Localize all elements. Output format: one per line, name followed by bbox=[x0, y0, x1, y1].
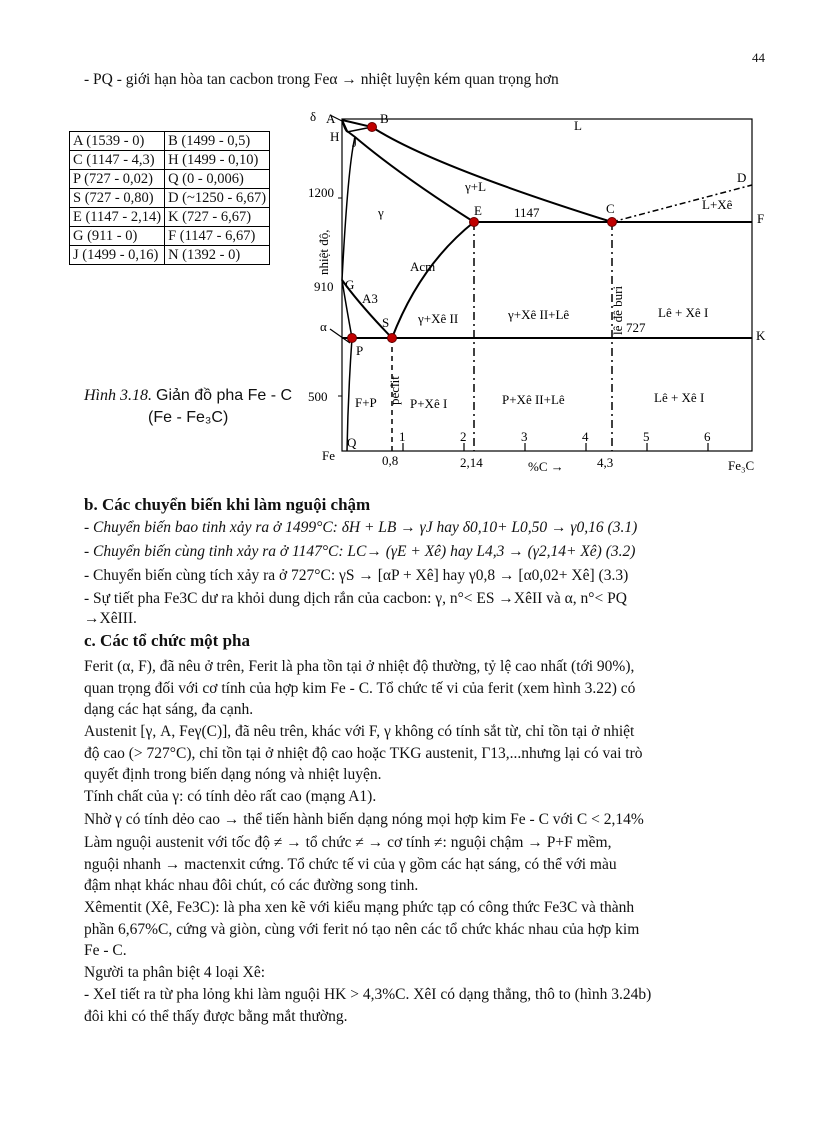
solidus-line bbox=[342, 120, 474, 222]
point-e bbox=[470, 218, 479, 227]
ytick-1200: 1200 bbox=[308, 185, 334, 200]
region-gamma-l: γ+L bbox=[465, 179, 487, 194]
table-row: P (727 - 0,02) Q (0 - 0,006) bbox=[70, 170, 270, 189]
region-f-p: F+P bbox=[355, 395, 377, 410]
section-b-line-4: - Sự tiết pha Fe3C dư ra khỏi dung dịch rắn của cacbon: γ, n°< ES →XêII và α, n°< PQ bbox=[84, 590, 627, 607]
label-08: 0,8 bbox=[382, 453, 399, 468]
label-b: B bbox=[380, 111, 389, 126]
y-axis-title: nhiệt độ, bbox=[316, 229, 331, 275]
table-row: S (727 - 0,80) D (~1250 - 6,67) bbox=[70, 189, 270, 208]
section-b-line-5: →XêIII. bbox=[84, 610, 137, 627]
x-axis-title: %C → bbox=[528, 459, 564, 474]
table-row: A (1539 - 0) B (1499 - 0,5) bbox=[70, 132, 270, 151]
region-gamma-xe2: γ+Xê II bbox=[418, 311, 459, 326]
section-c-line-10: nguội nhanh → mactenxit cứng. Tổ chức tế vi của γ gồm các hạt sáng, có thể với màu bbox=[84, 856, 617, 873]
section-b-line-3: - Chuyển biến cùng tích xảy ra ở 727°C: γS → [αP + Xê] hay γ0,8 → [α0,02+ Xê] (3.3) bbox=[84, 567, 629, 584]
region-p-xe2-le: P+Xê II+Lê bbox=[502, 392, 565, 407]
label-e: E bbox=[474, 203, 482, 218]
caption-line-1: Giản đồ pha Fe - C bbox=[156, 387, 293, 404]
xtick-2: 2 bbox=[460, 429, 467, 444]
point-b bbox=[368, 123, 377, 132]
point-s bbox=[388, 334, 397, 343]
xtick-1: 1 bbox=[399, 429, 406, 444]
label-a: A bbox=[326, 111, 336, 126]
points-table bbox=[69, 131, 270, 265]
figure-number: Hình 3.18. bbox=[84, 387, 152, 404]
table-row: J (1499 - 0,16) N (1392 - 0) bbox=[70, 246, 270, 265]
section-c-line-4: Austenit [γ, A, Feγ(C)], đã nêu trên, khác với F, γ không có tính sắt từ, chỉ tồn tại ở nhiệt bbox=[84, 723, 635, 740]
section-c-line-7: Tính chất của γ: có tính dẻo rất cao (mạng A1). bbox=[84, 788, 377, 805]
section-c-line-11: đậm nhạt khác nhau đôi chút, có các đường song tinh. bbox=[84, 877, 419, 894]
caption-line-2: (Fe - Fe₃C) bbox=[148, 409, 229, 426]
label-c: C bbox=[606, 201, 615, 216]
section-c-line-2: quan trọng đối với cơ tính của hợp kim Fe - C. Tổ chức tế vi của ferit (xem hình 3.22) có bbox=[84, 680, 636, 697]
section-c-line-13: phần 6,67%C, cứng và giòn, cùng với ferit nó tạo nên các tổ chức khác nhau của hợp kim bbox=[84, 921, 640, 938]
label-f: F bbox=[757, 211, 765, 226]
section-b-line-1: - Chuyển biến bao tinh xảy ra ở 1499°C: δH + LB → γJ hay δ0,10+ L0,50 → γ0,16 (3.1) bbox=[84, 519, 638, 536]
point-p bbox=[348, 334, 357, 343]
section-c-line-5: độ cao (> 727°C), chỉ tồn tại ở nhiệt độ cao hoặc TKG austenit, Γ13,...nhưng lại có vai trò bbox=[84, 745, 643, 762]
region-gamma-xe2-le: γ+Xê II+Lê bbox=[508, 307, 570, 322]
label-delta: δ bbox=[310, 109, 317, 124]
section-c-line-8: Nhờ γ có tính dẻo cao → thể tiến hành biến dạng nóng mọi hợp kim Fe - C với C < 2,14% bbox=[84, 811, 644, 828]
section-c-line-1: Ferit (α, F), đã nêu ở trên, Ferit là pha tồn tại ở nhiệt độ thường, tỷ lệ cao nhất (tới 90%), bbox=[84, 658, 635, 675]
section-c-line-16: - XeI tiết ra từ pha lỏng khi làm nguội HK > 4,3%C. XêI có dạng thẳng, thô to (hình 3.24b) bbox=[84, 986, 652, 1003]
label-peclit: peclit bbox=[387, 376, 402, 405]
point-c bbox=[608, 218, 617, 227]
fe-c-phase-diagram bbox=[300, 105, 770, 480]
section-c-line-12: Xêmentit (Xê, Fe3C): là pha xen kẽ với kiểu mạng phức tạp có công thức Fe3C và thành bbox=[84, 899, 635, 916]
region-gamma: γ bbox=[378, 205, 384, 220]
section-c-line-17: đôi khi có thể thấy được bằng mắt thường. bbox=[84, 1008, 348, 1025]
label-ledeburi: lê đê buri bbox=[610, 285, 625, 335]
table-row: E (1147 - 2,14) K (727 - 6,67) bbox=[70, 208, 270, 227]
xtick-5: 5 bbox=[643, 429, 650, 444]
region-le-xe1-top: Lê + Xê I bbox=[658, 305, 709, 320]
xtick-6: 6 bbox=[704, 429, 711, 444]
section-c-line-14: Fe - C. bbox=[84, 942, 127, 959]
label-g: G bbox=[345, 277, 355, 292]
label-j: J bbox=[352, 135, 358, 150]
xtick-4: 4 bbox=[582, 429, 589, 444]
label-fe3c: Fe₃C bbox=[728, 458, 755, 473]
label-s: S bbox=[382, 315, 390, 330]
section-c-line-9: Làm nguội austenit với tốc độ ≠ → tổ chức ≠ → cơ tính ≠: nguội chậm → P+F mềm, bbox=[84, 834, 612, 851]
region-l-xe: L+Xê bbox=[702, 197, 733, 212]
heading-section-b: b. Các chuyển biến khi làm nguội chậm bbox=[84, 495, 371, 514]
ytick-500: 500 bbox=[308, 389, 328, 404]
figure-caption bbox=[84, 385, 292, 429]
intro-line: - PQ - giới hạn hòa tan cacbon trong Feα → nhiệt luyện kém quan trọng hơn bbox=[84, 71, 559, 88]
temp-1147-label: 1147 bbox=[514, 205, 540, 220]
region-l: L bbox=[574, 118, 582, 133]
label-alpha: α bbox=[320, 319, 327, 334]
label-p: P bbox=[356, 343, 364, 358]
label-43: 4,3 bbox=[597, 455, 614, 470]
heading-section-c: c. Các tổ chức một pha bbox=[84, 631, 251, 650]
label-fe: Fe bbox=[322, 448, 335, 463]
xtick-3: 3 bbox=[521, 429, 528, 444]
region-p-xe1: P+Xê I bbox=[410, 396, 448, 411]
section-c-line-6: quyết định trong biến dạng nóng và nhiệt luyện. bbox=[84, 766, 382, 783]
section-c-line-3: dạng các hạt sáng, đa cạnh. bbox=[84, 701, 254, 718]
table-row: C (1147 - 4,3) H (1499 - 0,10) bbox=[70, 151, 270, 170]
section-b-line-2: - Chuyển biến cùng tinh xảy ra ở 1147°C: LC→ (γE + Xê) hay L4,3 → (γ2,14+ Xê) (3.2) bbox=[84, 543, 636, 560]
section-c-line-15: Người ta phân biệt 4 loại Xê: bbox=[84, 964, 266, 981]
page-number: 44 bbox=[752, 50, 765, 65]
temp-727-label: 727 bbox=[626, 320, 646, 335]
region-le-xe1-bottom: Lê + Xê I bbox=[654, 390, 705, 405]
label-acm: Acm bbox=[410, 259, 436, 274]
label-214: 2,14 bbox=[460, 455, 483, 470]
label-a3: A3 bbox=[362, 291, 378, 306]
label-h: H bbox=[330, 129, 340, 144]
label-k: K bbox=[756, 328, 766, 343]
table-row: G (911 - 0) F (1147 - 6,67) bbox=[70, 227, 270, 246]
ytick-910: 910 bbox=[314, 279, 334, 294]
label-q: Q bbox=[347, 435, 357, 450]
label-d: D bbox=[737, 170, 747, 185]
